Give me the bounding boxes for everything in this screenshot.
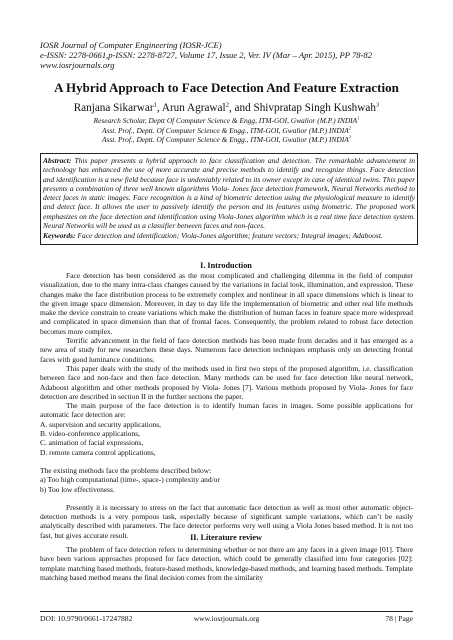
journal-header bbox=[40, 40, 420, 70]
intro-paragraph-4: The main purpose of the face detection is to identify human faces in images. Some possible applications for automatic face detection are: bbox=[40, 401, 413, 420]
section-2-body bbox=[40, 545, 413, 582]
affiliation-3-text: Asst. Prof., Deptt. Of Computer Science & Engg., ITM-GOI, Gwalior (M.P.) INDIA bbox=[102, 135, 349, 145]
affiliation-1-sup: 1 bbox=[357, 115, 360, 121]
list-item: a) Too high computational (time-, space-) complexity and/or bbox=[40, 475, 220, 485]
affiliation-2 bbox=[20, 126, 433, 136]
journal-issn: e-ISSN: 2278-0661,p-ISSN: 2278-8727, Volume 17, Issue 2, Ver. IV (Mar – Apr. 2015), PP 78-82 bbox=[40, 50, 373, 60]
problems-list bbox=[40, 475, 413, 494]
list-item: b) Too low effectiveness. bbox=[40, 484, 115, 494]
review-paragraph-1: The problem of face detection refers to determining whether or not there are any faces in a given image [01]. There have been various approaches proposed for face detection, which could be generally classified into four categories [02]: template matching based methods, feature-based methods, knowledge-based methods, and learning based methods. Template matching based method means the final decision comes from the similarity bbox=[40, 545, 413, 582]
affiliations bbox=[20, 116, 433, 145]
section-2-heading: II. Literature review bbox=[190, 533, 262, 542]
list-item: C. animation of facial expressions, bbox=[40, 438, 144, 448]
section-1-body bbox=[40, 271, 413, 540]
keywords-label: Keywords: bbox=[43, 231, 76, 241]
section-1-heading: I. Introduction bbox=[200, 261, 252, 270]
list-item: A. supervision and security applications, bbox=[40, 419, 162, 429]
intro-paragraph-6: Presently it is necessary to stress on the fact that automatic face detection as well as most other automatic object-detection methods is a very pompous task, especially because of significant sample variations, which can’t be easily analytically described with parameters. The face detector performs very well using a Viola Jones based method. It is not too fast, but gives accurate result. bbox=[40, 502, 413, 540]
list-item: B. video-conference applications, bbox=[40, 429, 140, 439]
applications-list bbox=[40, 420, 413, 457]
abstract-box bbox=[40, 153, 418, 245]
intro-paragraph-1: Face detection has been considered as the most complicated and challenging dilemma in the field of computer visualization, due to the many intra-class changes caused by the variations in facial look, illumination, and expression. These changes make the face distribution process to be extremely complex and nonlinear in all space dimensions which is linear to the given image space dimension. Moreover, in day to day life the implementation of biometric and other real life methods make the device constrain to create variations which make the distribution of human faces in feature space more widespread and complicated in space dimension than that of frontal faces. Consequently, the problem related to robust face detection becomes more complex. bbox=[40, 271, 413, 336]
affiliation-1 bbox=[20, 116, 433, 126]
abstract-text: This paper presents a hybrid approach to face classification and detection. The remarkable advancement in technology has enhanced the use of more accurate and precise methods to identify and recognize things. Face detection and identification is a new field because face is undeniably related to its owner except in case of identical twins. This paper presents a combination of three well known algorithms Viola- Jones face detection framework, Neural Networks method to detect faces in static images. Face recognition is a kind of biometric detection using the physiological measure to identify and detect face. It allows the user to passively identify the person and its features using biometric. The proposed work emphasizes on the face detection and identification using Viola-Jones algorithm which is a real time face detection system. Neural Networks will be used as a classifier between faces and non-faces. bbox=[43, 156, 415, 231]
journal-url: www.iosrjournals.org bbox=[40, 60, 115, 70]
problems-intro: The existing methods face the problems described below: bbox=[40, 465, 212, 475]
footer-divider bbox=[40, 611, 413, 612]
author-list bbox=[20, 101, 433, 115]
affiliation-2-sup: 2 bbox=[348, 125, 351, 131]
keywords-text: Face detection and identification; Viola-Jones algorithm; feature vectors; Integral images; Adaboost. bbox=[75, 231, 383, 241]
footer-doi: DOI: 10.9790/0661-17247882 bbox=[40, 614, 133, 623]
author-3: , and Shivpratap Singh Kushwah bbox=[228, 102, 376, 114]
author-2: , Arun Agrawal bbox=[156, 102, 226, 114]
journal-name: IOSR Journal of Computer Engineering (IOSR-JCE) bbox=[40, 40, 222, 50]
author-1-sup: 1 bbox=[153, 101, 157, 109]
affiliation-2-text: Asst. Prof., Deptt. Of Computer Science & Engg., ITM-GOI, Gwalior (M.P.) INDIA bbox=[102, 125, 349, 135]
list-item: D. remote camera control applications, bbox=[40, 447, 156, 457]
keywords bbox=[43, 231, 415, 240]
affiliation-3 bbox=[20, 135, 433, 145]
author-3-sup: 3 bbox=[375, 101, 380, 109]
affiliation-1-text: Research Scholar, Deptt Of Computer Science & Engg, ITM-GOI, Gwalior (M.P.) INDIA bbox=[93, 116, 358, 125]
abstract-label: Abstract: bbox=[43, 156, 72, 165]
paper-title: A Hybrid Approach to Face Detection And Feature Extraction bbox=[54, 80, 399, 95]
author-1: Ranjana Sikarwar bbox=[73, 102, 154, 114]
footer-site: www.iosrjournals.org bbox=[193, 614, 260, 623]
footer-page-number: 78 | Page bbox=[385, 614, 413, 623]
intro-paragraph-3: This paper deals with the study of the methods used in first two steps of the proposed algorithm, i.e. classification between face and non-face and then face detection. Many methods can be used for face detection like neural network, Adaboost algorithm and other methods proposed by Viola- Jones [7]. Various methods proposed by Viola- Jones for face detection are described in section II in the further sections the paper. bbox=[40, 363, 413, 401]
author-2-sup: 2 bbox=[225, 101, 229, 109]
abstract bbox=[43, 156, 415, 230]
affiliation-3-sup: 3 bbox=[348, 134, 351, 140]
intro-paragraph-2: Terrific advancement in the field of face detection methods has been made from decades and it has emerged as a new area of study for new researchers these days. Numerous face detection techniques emphasis only on detecting frontal faces with good luminance conditions. bbox=[40, 336, 413, 364]
